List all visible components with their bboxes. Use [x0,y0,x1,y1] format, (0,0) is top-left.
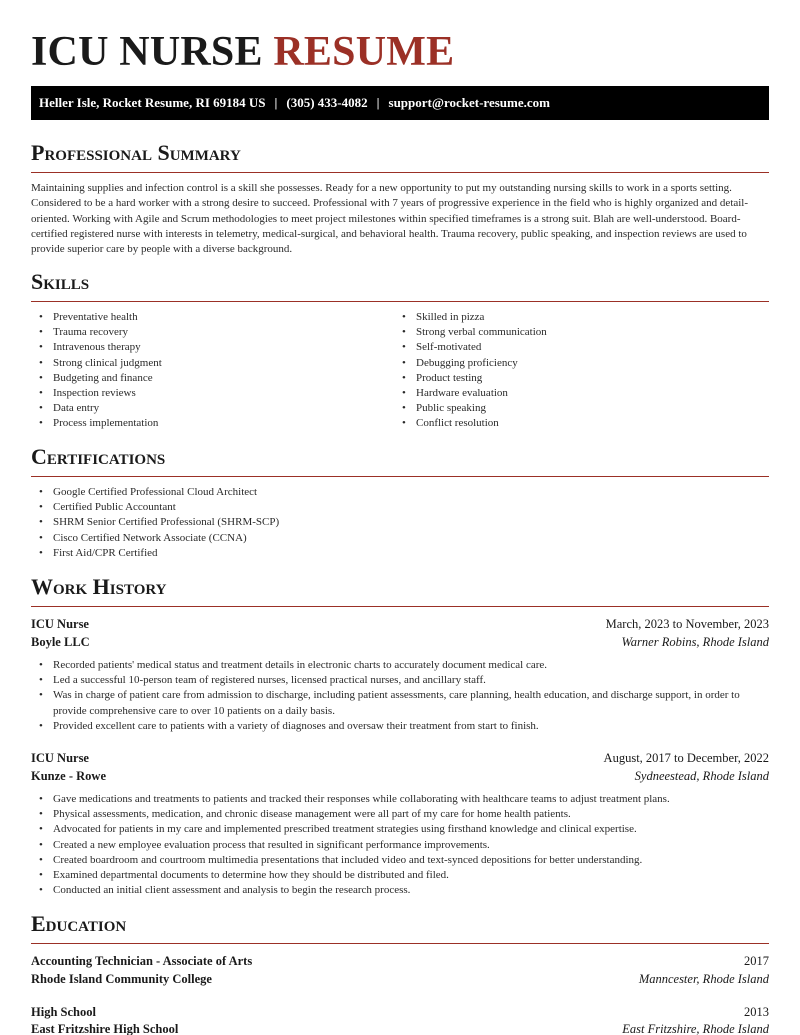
title-main: ICU NURSE [31,29,263,75]
skill-item: • Conflict resolution [394,416,764,431]
contact-separator: | [376,95,380,110]
contact-email: support@rocket-resume.com [388,95,550,110]
education-divider [31,943,769,944]
skill-item: • Data entry [31,401,391,416]
skill-item: • Inspection reviews [31,386,391,401]
skill-item: • Debugging proficiency [394,356,764,371]
certifications-divider [31,476,769,477]
job-title: ICU Nurse [31,617,89,631]
education-school: East Fritzshire High School [31,1022,179,1035]
job-location: Sydneestead, Rhode Island [634,769,769,783]
skill-item: • Preventative health [31,310,391,325]
education-location: East Fritzshire, Rhode Island [622,1022,769,1035]
skill-item: • Intravenous therapy [31,340,391,355]
skills-divider [31,301,769,302]
certification-item: • Google Certified Professional Cloud Architect [31,485,769,500]
skill-item: • Strong verbal communication [394,325,764,340]
education-degree: High School [31,1005,96,1019]
skill-item: • Skilled in pizza [394,310,764,325]
education-year: 2017 [744,954,769,968]
job-company: Boyle LLC [31,635,90,649]
certification-item: • First Aid/CPR Certified [31,546,769,561]
skill-item: • Public speaking [394,401,764,416]
job-location: Warner Robins, Rhode Island [621,635,769,649]
responsibility-item: • Recorded patients' medical status and treatment details in electronic charts to accurately document medical care. [31,658,769,673]
responsibility-item: • Gave medications and treatments to patients and tracked their responses while collaborating with healthcare teams to adjust treatment plans. [31,792,769,807]
resume-title [31,28,454,76]
summary-heading: Professional Summary [31,140,241,165]
job-responsibilities [31,792,769,898]
certification-item: • Cisco Certified Network Associate (CCNA) [31,531,769,546]
certification-item: • Certified Public Accountant [31,500,769,515]
certifications-list [31,485,769,561]
certifications-heading: Certifications [31,444,166,469]
responsibility-item: • Provided excellent care to patients with a variety of diagnoses and oversaw their treatment from start to finish. [31,719,769,734]
skill-item: • Strong clinical judgment [31,356,391,371]
work-history-heading: Work History [31,574,167,599]
summary-divider [31,172,769,173]
contact-address: Heller Isle, Rocket Resume, RI 69184 US [39,95,266,110]
responsibility-item: • Physical assessments, medication, and chronic disease management were all part of my care for home health patients. [31,807,769,822]
skill-item: • Self-motivated [394,340,764,355]
responsibility-item: • Created a new employee evaluation process that resulted in significant performance improvements. [31,838,769,853]
responsibility-item: • Advocated for patients in my care and implemented prescribed treatment strategies using firsthand knowledge and clinical expertise. [31,822,769,837]
job-title: ICU Nurse [31,751,89,765]
certification-item: • SHRM Senior Certified Professional (SHRM-SCP) [31,515,769,530]
contact-bar [31,86,769,120]
work-history-divider [31,606,769,607]
education-degree: Accounting Technician - Associate of Arts [31,954,253,968]
job-responsibilities [31,658,769,734]
job-dates: March, 2023 to November, 2023 [605,617,769,631]
skills-list-right [394,310,764,432]
education-year: 2013 [744,1005,769,1019]
education-location: Manncester, Rhode Island [638,972,769,986]
contact-separator: | [274,95,278,110]
responsibility-item: • Examined departmental documents to determine how they should be distributed and filed. [31,868,769,883]
responsibility-item: • Conducted an initial client assessment and analysis to begin the research process. [31,883,769,898]
skills-heading: Skills [31,269,90,294]
education-heading: Education [31,911,127,936]
skills-list-left [31,310,391,432]
education-school: Rhode Island Community College [31,972,212,986]
responsibility-item: • Led a successful 10-person team of registered nurses, licensed practical nurses, and ancillary staff. [31,673,769,688]
skill-item: • Budgeting and finance [31,371,391,386]
skill-item: • Process implementation [31,416,391,431]
skill-item: • Hardware evaluation [394,386,764,401]
skill-item: • Product testing [394,371,764,386]
job-company: Kunze - Rowe [31,769,106,783]
title-accent: RESUME [273,29,455,75]
summary-text: Maintaining supplies and infection control is a skill she possesses. Ready for a new opportunity to put my outstanding nursing skills to work in a sports setting. Considered to be a hard worker with a strong desire to succeed. Professional with 7 years of progressive experience in the field who is highly organized and detail-oriented. Working with Agile and Scrum methodologies to meet project milestones within specified timeframes is a strong suit. Blah are well-understood. Board-certified registered nurse with interests in telemetry, medical-surgical, and behavioral health. Trauma recovery, public speaking, and inspection reviews are used to provide superior care by people with a diverse background. [31,182,749,256]
contact-phone: (305) 433-4082 [286,95,368,110]
skill-item: • Trauma recovery [31,325,391,340]
responsibility-item: • Created boardroom and courtroom multimedia presentations that included video and text-synced depositions for better understanding. [31,853,769,868]
responsibility-item: • Was in charge of patient care from admission to discharge, including patient assessments, care planning, health education, and discharge support, in order to provide comprehensive care to over 10 patients on a daily basis. [31,688,769,718]
job-dates: August, 2017 to December, 2022 [603,751,769,765]
